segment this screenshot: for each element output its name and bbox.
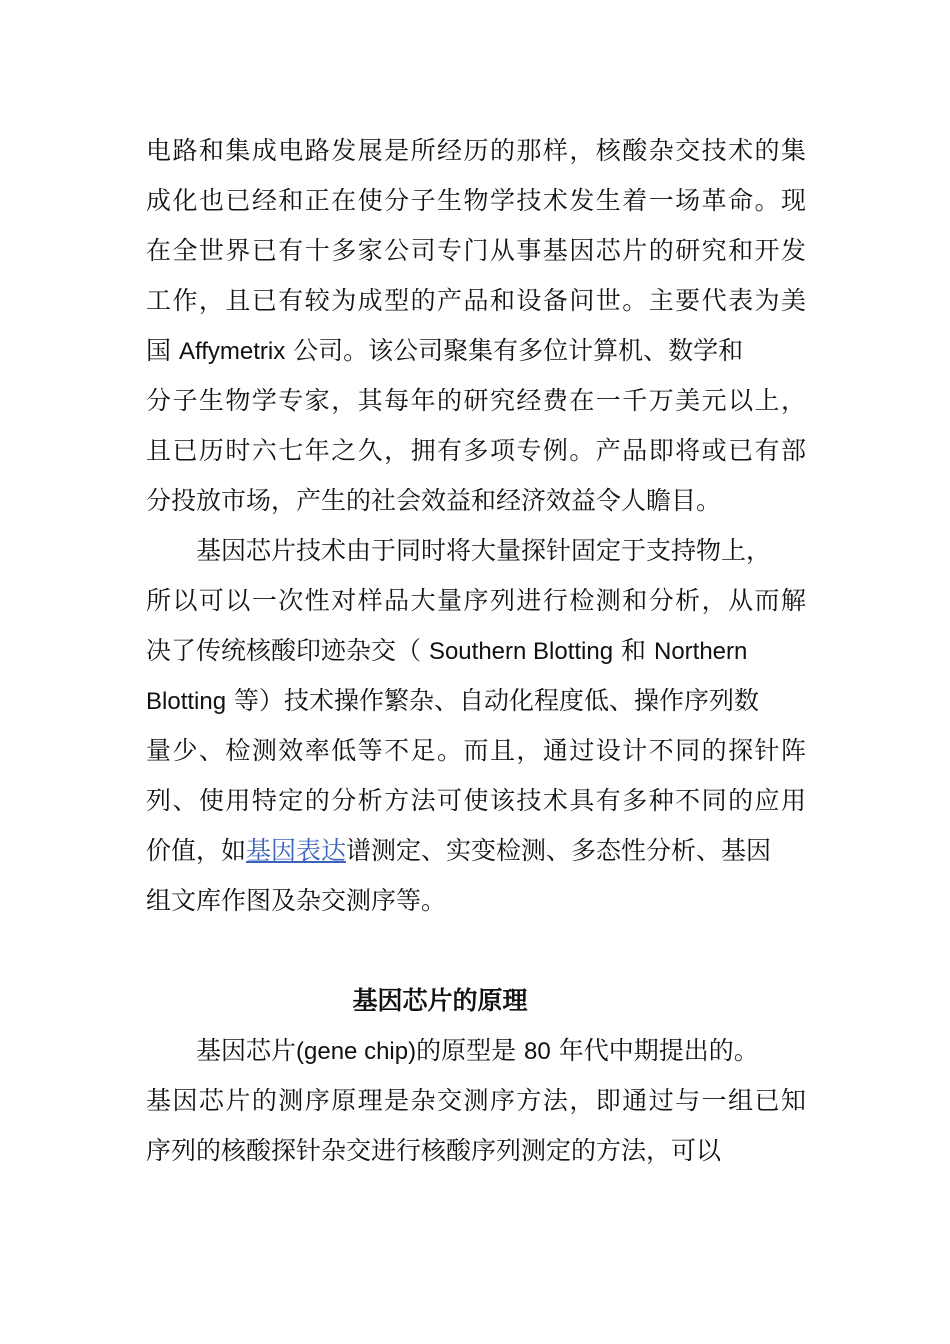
text-line: 分子生物学专家，其每年的研究经费在一千万美元以上，	[146, 386, 806, 415]
text-segment: 基因芯片	[196, 1036, 297, 1065]
text-line: 列、使用特定的分析方法可使该技术具有多种不同的应用	[146, 786, 806, 815]
term-northern: Northern	[653, 638, 748, 665]
paragraph-advantages	[146, 526, 806, 926]
text-line: 基因芯片的测序原理是杂交测序方法，即通过与一组已知	[146, 1086, 806, 1115]
text-line: 序列的核酸探针杂交进行核酸序列测定的方法，可以	[146, 1136, 722, 1165]
text-segment: 年代中期提出的。	[550, 1036, 759, 1065]
text-line: 组文库作图及杂交测序等。	[146, 886, 447, 915]
text-line: 基因芯片技术由于同时将大量探针固定于支持物上，	[196, 536, 772, 565]
term-gene-chip: (gene chip)	[296, 1038, 417, 1065]
text-line: 分投放市场，产生的社会效益和经济效益令人瞻目。	[146, 486, 722, 515]
text-line	[146, 676, 806, 726]
text-segment: 决了传统核酸印迹杂交（	[146, 636, 429, 665]
text-line	[146, 326, 806, 376]
text-line: 所以可以一次性对样品大量序列进行检测和分析，从而解	[146, 586, 806, 615]
term-blotting: Blotting	[146, 688, 227, 715]
paragraph-principle	[146, 1026, 806, 1176]
blank-line	[146, 926, 806, 976]
text-segment: 价值，如	[146, 836, 247, 865]
text-segment: 国	[146, 336, 179, 365]
text-line: 成化也已经和正在使分子生物学技术发生着一场革命。现	[146, 186, 806, 215]
text-line: 量少、检测效率低等不足。而且，通过设计不同的探针阵	[146, 736, 806, 765]
text-line	[146, 1026, 806, 1076]
text-line: 在全世界已有十多家公司专门从事基因芯片的研究和开发	[146, 236, 806, 265]
text-segment: 谱测定、实变检测、多态性分析、基因	[346, 836, 772, 865]
text-segment: 的原型是	[416, 1036, 525, 1065]
text-segment: 等）技术操作繁杂、自动化程度低、操作序列数	[226, 686, 760, 715]
text-line: 且已历时六七年之久，拥有多项专例。产品即将或已有部	[146, 436, 806, 465]
text-segment: 和	[613, 636, 654, 665]
text-segment: 公司。该公司聚集有多位计算机、数学和	[285, 336, 744, 365]
gene-expression-link[interactable]: 基因表达	[246, 836, 347, 865]
decade-number: 80	[524, 1038, 551, 1065]
company-name: Affymetrix	[178, 338, 286, 365]
section-heading: 基因芯片的原理	[352, 986, 528, 1015]
text-line: 工作，且已有较为成型的产品和设备问世。主要代表为美	[146, 286, 806, 315]
document-page	[146, 126, 806, 1176]
text-line	[146, 626, 806, 676]
text-line	[146, 826, 806, 876]
text-line: 电路和集成电路发展是所经历的那样，核酸杂交技术的集	[146, 136, 806, 165]
paragraph-intro	[146, 126, 806, 526]
term-southern-blotting: Southern Blotting	[428, 638, 614, 665]
